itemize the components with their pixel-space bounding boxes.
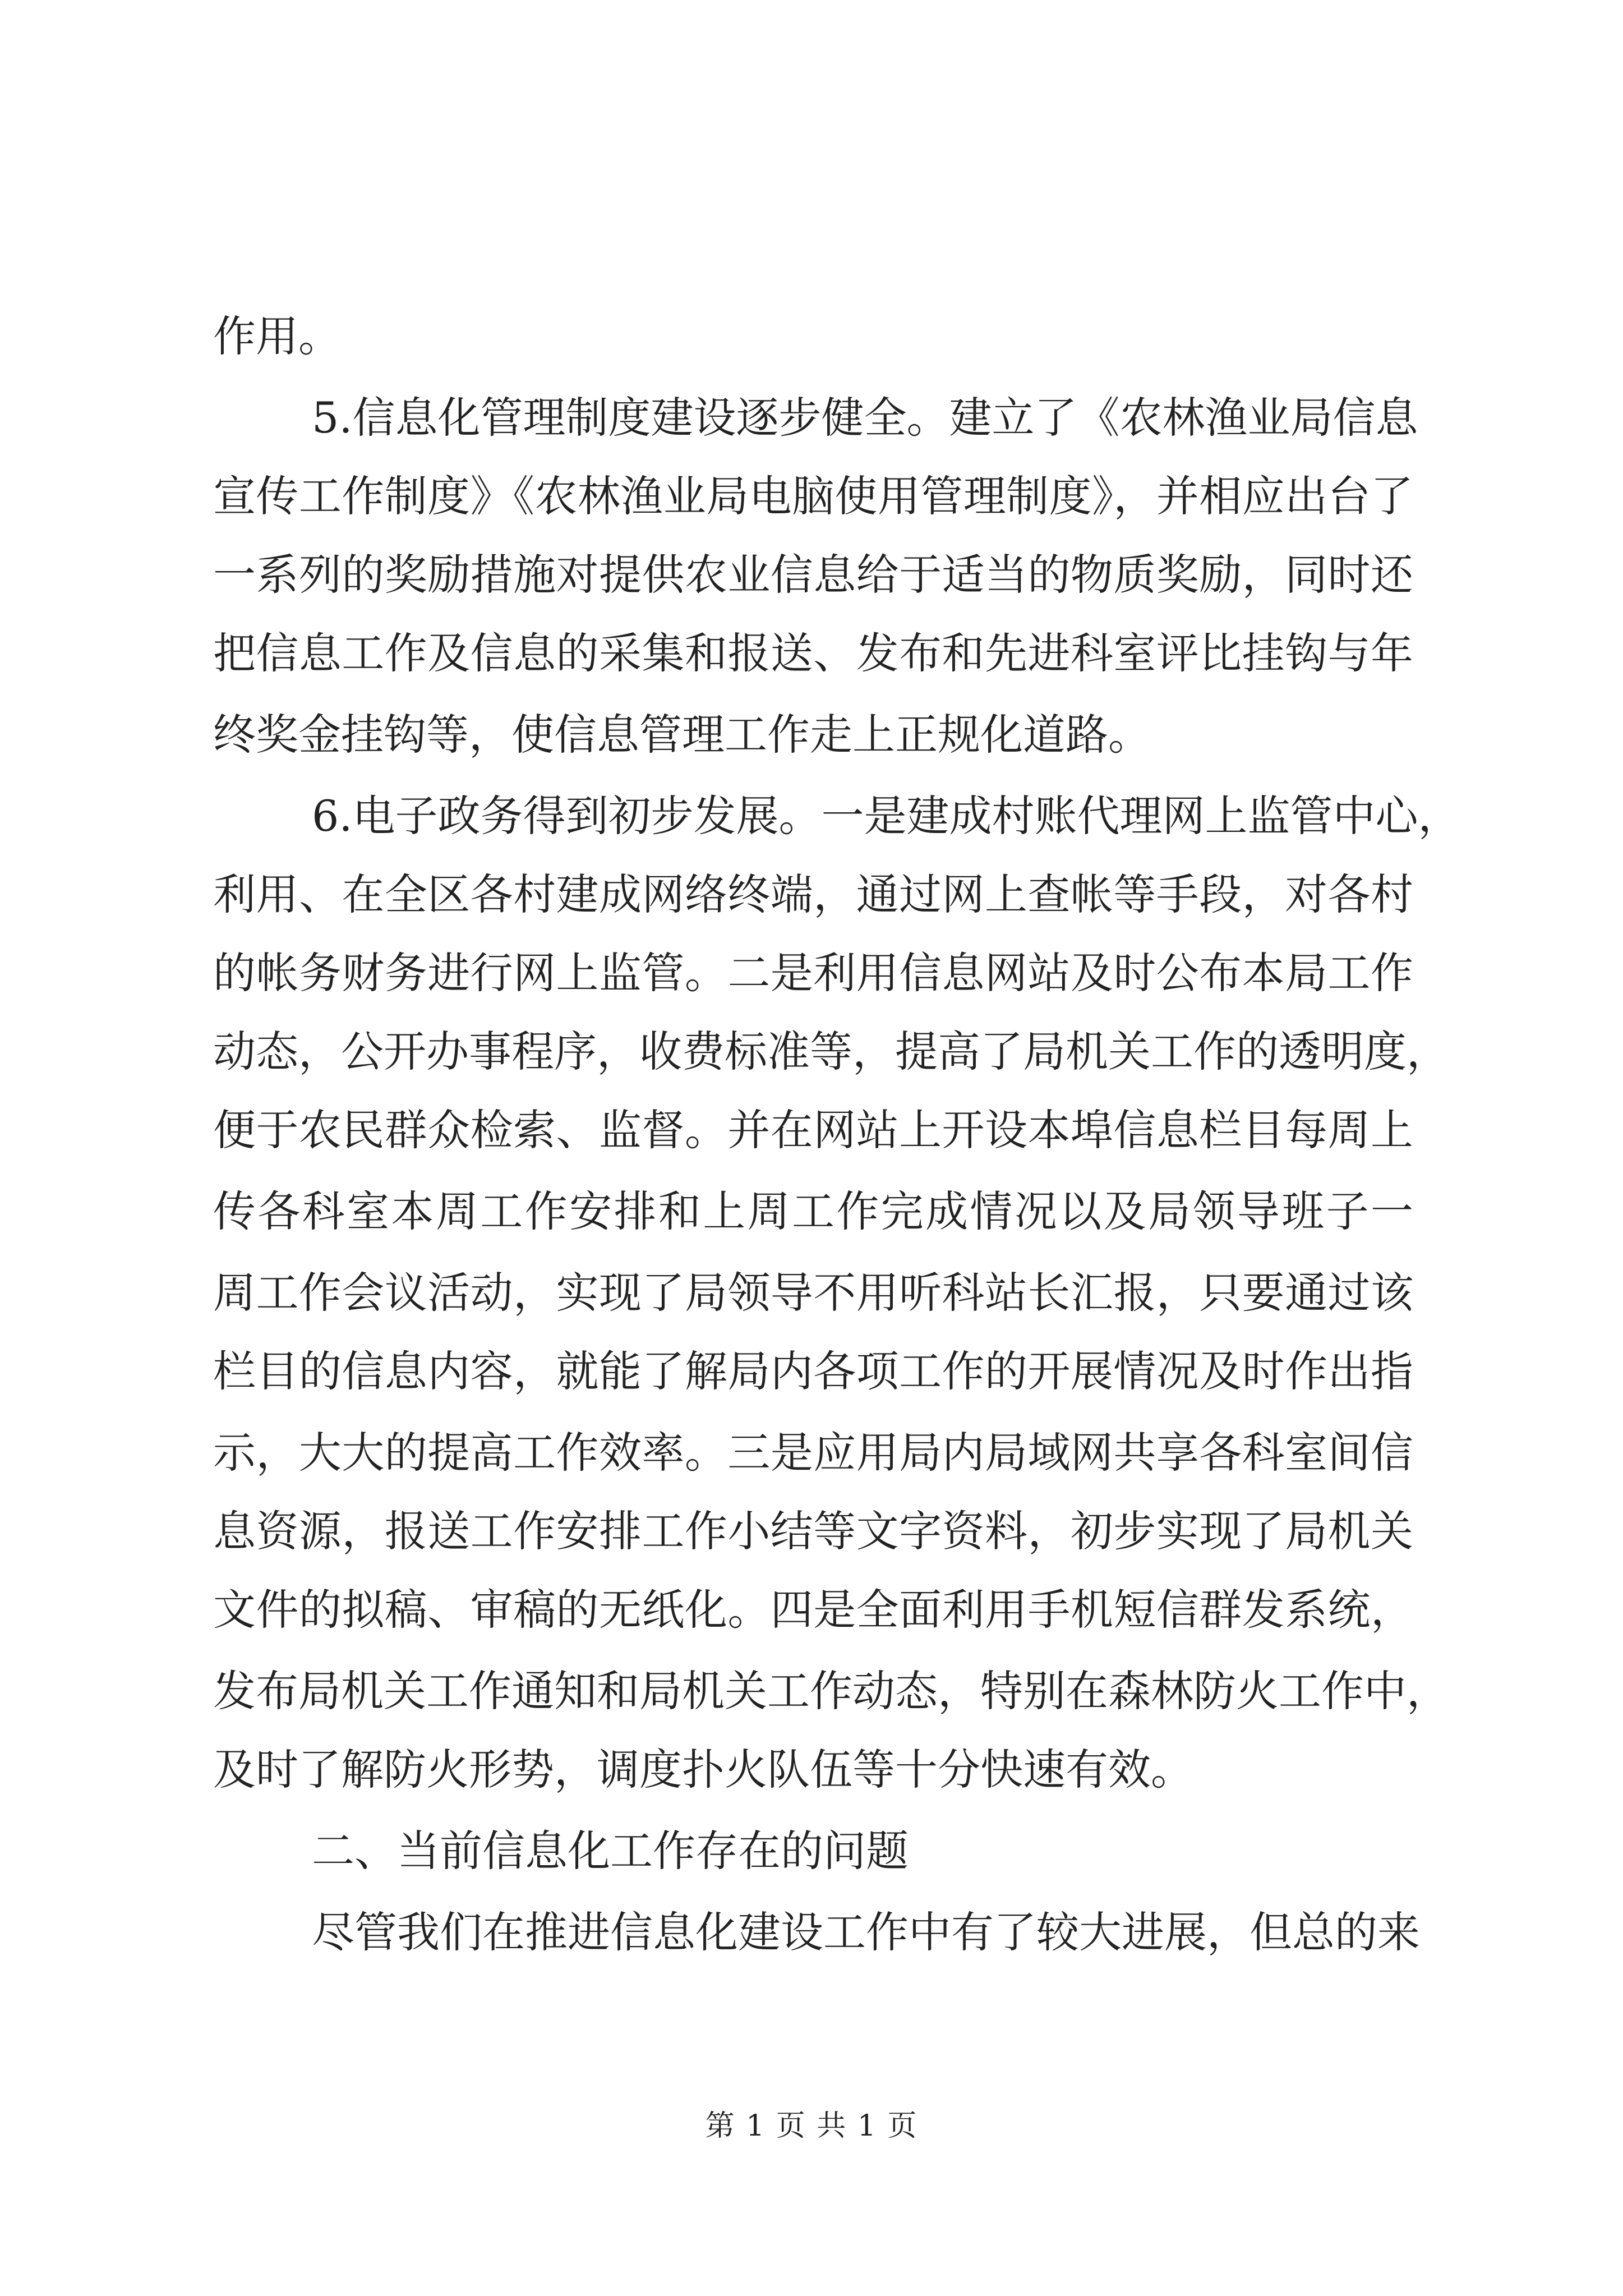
text-line: 的帐务财务进行网上监管。二是利用信息网站及时公布本局工作: [213, 948, 1413, 998]
text-line: 宣传工作制度》《农林渔业局电脑使用管理制度》，并相应出台了: [213, 471, 1413, 521]
text-line: 终奖金挂钩等，使信息管理工作走上正规化道路。: [213, 710, 1151, 760]
text-line: 示，大大的提高工作效率。三是应用局内局域网共享各科室间信: [213, 1428, 1413, 1478]
text-line: 作用。: [213, 311, 341, 361]
text-line: 传各科室本周工作安排和上周工作完成情况以及局领导班子一: [213, 1186, 1413, 1236]
text-line: 便于农民群众检索、监督。并在网站上开设本埠信息栏目每周上: [213, 1105, 1413, 1155]
text-line: 一系列的奖励措施对提供农业信息给于适当的物质奖励，同时还: [213, 550, 1413, 600]
text-line: 动态，公开办事程序，收费标准等，提高了局机关工作的透明度，: [213, 1027, 1449, 1076]
text-line: 6.电子政务得到初步发展。一是建成村账代理网上监管中心，: [312, 791, 1461, 841]
section-heading: 二、当前信息化工作存在的问题: [312, 1826, 909, 1876]
text-line: 5.信息化管理制度建设逐步健全。建立了《农林渔业局信息: [312, 393, 1418, 443]
text-line: 利用、在全区各村建成网络终端，通过网上查帐等手段，对各村: [213, 869, 1413, 919]
text-line: 文件的拟稿、审稿的无纸化。四是全面利用手机短信群发系统，: [213, 1585, 1413, 1635]
text-line: 尽管我们在推进信息化建设工作中有了较大进展，但总的来: [312, 1907, 1420, 1957]
text-line: 息资源，报送工作安排工作小结等文字资料，初步实现了局机关: [213, 1506, 1413, 1556]
page-footer: 第 1 页 共 1 页: [705, 2109, 918, 2143]
text-line: 周工作会议活动，实现了局领导不用听科站长汇报，只要通过该: [213, 1268, 1413, 1318]
text-line: 栏目的信息内容，就能了解局内各项工作的开展情况及时作出指: [213, 1346, 1413, 1396]
text-line: 把信息工作及信息的采集和报送、发布和先进科室评比挂钩与年: [213, 628, 1413, 678]
text-line: 发布局机关工作通知和局机关工作动态，特别在森林防火工作中，: [213, 1666, 1449, 1716]
text-line: 及时了解防火形势，调度扑火队伍等十分快速有效。: [213, 1745, 1193, 1795]
